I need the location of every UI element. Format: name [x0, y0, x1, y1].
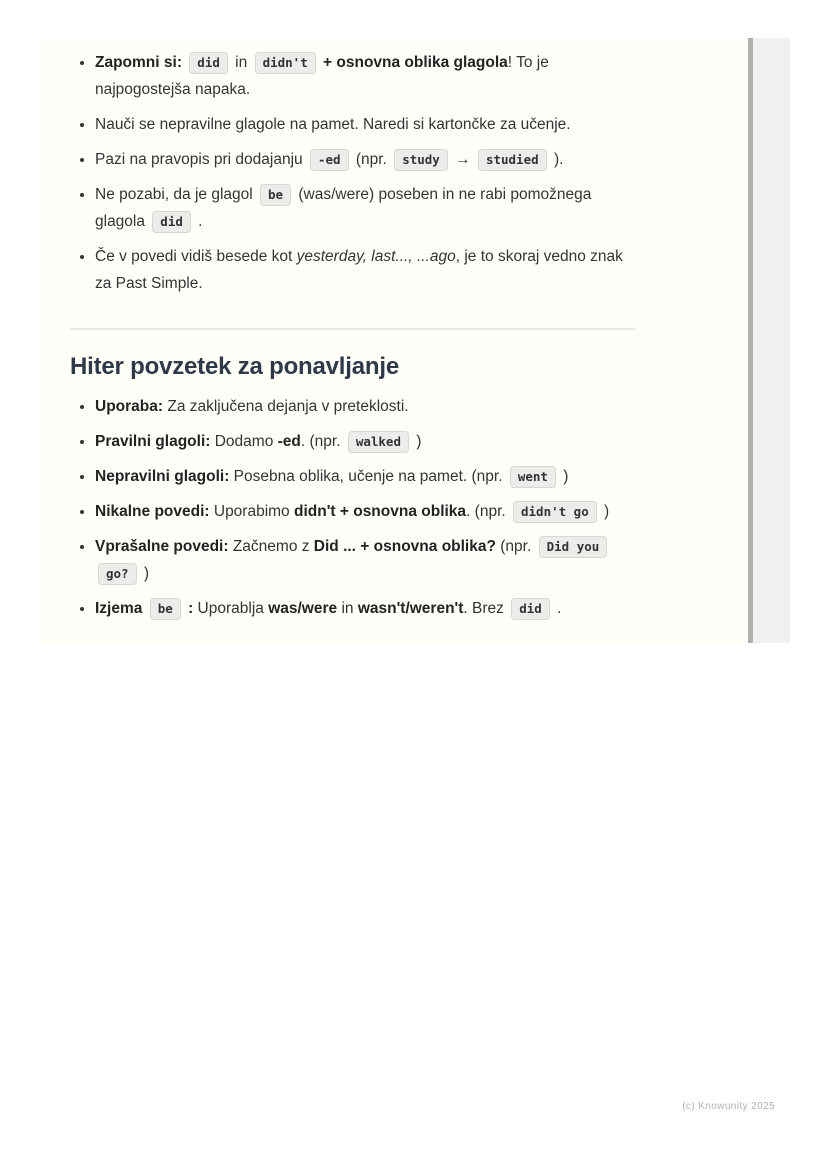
summary-heading: Hiter povzetek za ponavljanje [70, 353, 399, 380]
text: . [552, 600, 562, 617]
summary-list [70, 393, 635, 622]
document-content [70, 42, 635, 630]
text: ) [139, 565, 150, 582]
code-chip: studied [478, 149, 547, 171]
bold-text: Pravilni glagoli: [95, 433, 211, 450]
code-chip: didn't go [513, 501, 597, 523]
bold-text: was/were [268, 600, 338, 617]
bold-text: wasn't/weren't [357, 600, 464, 617]
text: ) [558, 468, 569, 485]
text: Posebna oblika, učenje na pamet. (npr. [229, 468, 507, 485]
text: ! To je najpogostejša napaka. [95, 54, 549, 98]
text: Dodamo [210, 433, 278, 450]
code-chip: went [510, 466, 556, 488]
bold-text: -ed [277, 433, 301, 450]
code-chip: walked [348, 431, 409, 453]
text: . [193, 213, 203, 230]
code-chip: be [150, 598, 181, 620]
bold-text: Did ... + osnovna oblika? [313, 538, 496, 555]
bold-text: Nikalne povedi: [95, 503, 210, 520]
scrollbar-track[interactable] [748, 38, 790, 643]
list-item [95, 595, 635, 622]
text: Ne pozabi, da je glagol [95, 186, 258, 203]
text: Če v povedi vidiš besede kot [95, 248, 297, 265]
code-chip: be [260, 184, 291, 206]
bold-text: Zapomni si: [95, 54, 182, 71]
text: (was/were) poseben in ne rabi pomožnega glagola [95, 186, 592, 230]
text: (npr. [351, 151, 392, 168]
text: . (npr. [300, 433, 345, 450]
text: Za zaključena dejanja v preteklosti. [163, 398, 409, 415]
text: ). [549, 151, 564, 168]
text: . (npr. [466, 503, 510, 520]
text: ) [411, 433, 422, 450]
bold-text: Vprašalne povedi: [95, 538, 229, 555]
list-item [95, 243, 635, 297]
bold-text: Uporaba: [95, 398, 164, 415]
text: Uporablja [193, 600, 269, 617]
list-item [95, 111, 635, 138]
text: (npr. [495, 538, 536, 555]
code-chip: did [511, 598, 550, 620]
text: Začnemo z [228, 538, 314, 555]
bold-text: + osnovna oblika glagola [323, 54, 508, 71]
code-chip: study [394, 149, 448, 171]
bold-text: Nepravilni glagoli: [95, 468, 230, 485]
list-item [95, 393, 635, 420]
text: in [230, 54, 252, 71]
text: → [450, 151, 475, 168]
list-item [95, 498, 635, 525]
bold-text: : [183, 600, 194, 617]
text: , je to skoraj vedno znak za Past Simple. [95, 248, 623, 292]
list-item [95, 428, 635, 455]
text: . Brez [463, 600, 509, 617]
list-item [95, 463, 635, 490]
list-item [95, 533, 635, 587]
section-divider [70, 328, 635, 330]
list-item [95, 146, 635, 173]
bold-text: Izjema [95, 600, 143, 617]
tips-list [70, 49, 635, 297]
italic-text: yesterday, last..., ...ago [296, 248, 456, 265]
text: ) [599, 503, 610, 520]
text [182, 54, 186, 71]
text: Pazi na pravopis pri dodajanju [95, 151, 307, 168]
code-chip: Did you go? [98, 536, 607, 585]
text: Uporabimo [209, 503, 294, 520]
code-chip: didn't [255, 52, 316, 74]
document-page [38, 38, 748, 643]
text: Nauči se nepravilne glagole na pamet. Naredi si kartončke za učenje. [95, 116, 571, 133]
scrollbar-thumb[interactable] [748, 38, 753, 643]
code-chip: did [189, 52, 228, 74]
list-item [95, 181, 635, 235]
text [142, 600, 146, 617]
bold-text: didn't + osnovna oblika [294, 503, 467, 520]
code-chip: did [152, 211, 191, 233]
code-chip: -ed [310, 149, 349, 171]
list-item [95, 49, 635, 103]
text: in [337, 600, 358, 617]
copyright-footer: (c) Knowunity 2025 [682, 1101, 775, 1112]
